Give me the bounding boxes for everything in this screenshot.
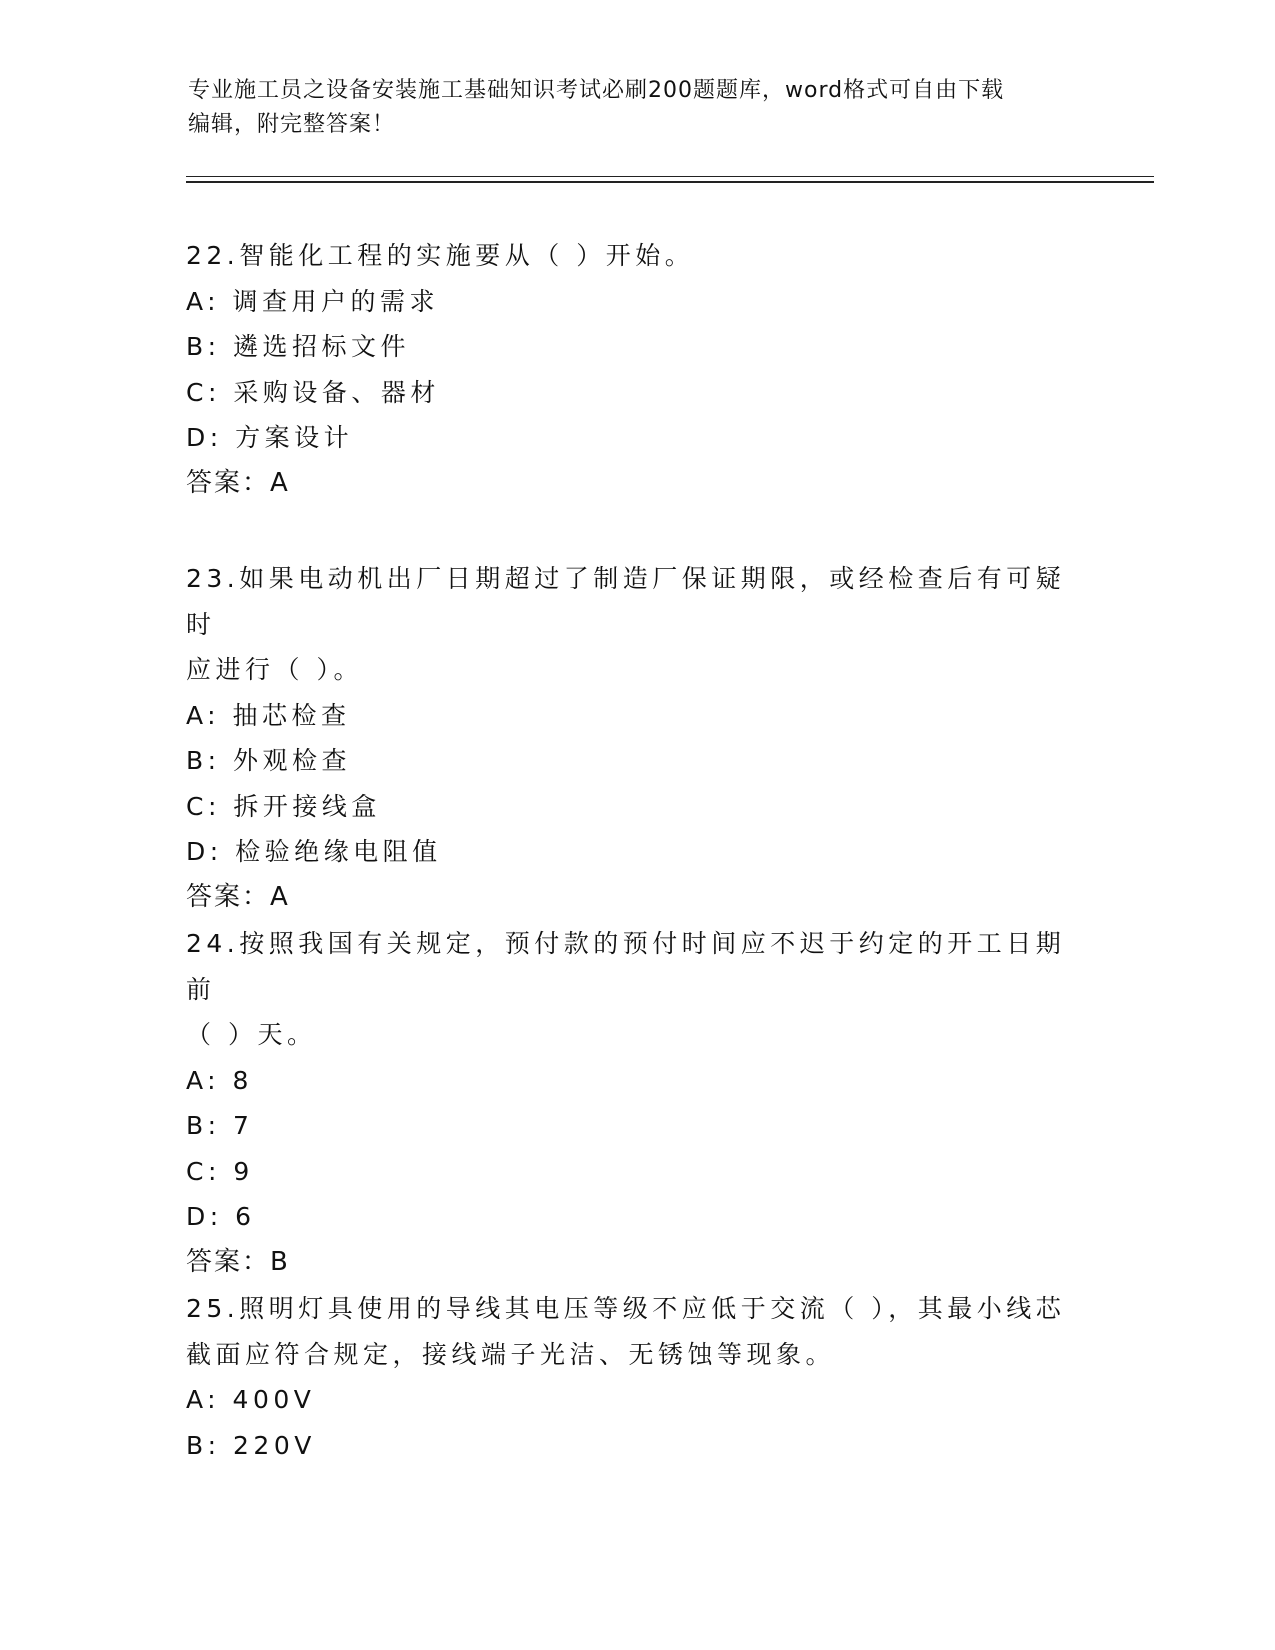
question-23 [186,556,1086,920]
question-stem-continued: 截面应符合规定，接线端子光洁、无锈蚀等现象。 [186,1339,836,1369]
document-header [188,74,1088,142]
option-c: C: 拆开接线盒 [186,791,381,821]
option-c: C: 9 [186,1156,254,1186]
option-b: B: 220V [186,1430,316,1460]
question-stem: 24.按照我国有关规定，预付款的预付时间应不迟于约定的开工日期前 [186,929,1066,1004]
question-stem-continued: （ ）天。 [186,1020,317,1049]
option-a: A: 400V [186,1385,316,1414]
option-a: A: 抽芯检查 [186,700,351,730]
option-a: A: 调查用户的需求 [186,286,440,316]
answer-line: 答案：A [186,467,290,498]
option-a: A: 8 [186,1065,253,1095]
option-d: D: 方案设计 [186,423,354,452]
question-stem: 25.照明灯具使用的导线其电压等级不应低于交流（ ），其最小线芯 [186,1294,1066,1323]
answer-line: 答案：A [186,881,290,912]
header-line-1: 专业施工员之设备安装施工基础知识考试必刷200题题库，word格式可自由下载 [188,78,1005,103]
option-c: C: 采购设备、器材 [186,377,440,407]
header-divider-thin [186,176,1154,177]
option-b: B: 7 [186,1111,254,1140]
option-d: D: 检验绝缘电阻值 [186,837,442,866]
option-b: B: 遴选招标文件 [186,332,411,361]
option-d: D: 6 [186,1202,256,1231]
option-b: B: 外观检查 [186,746,352,775]
question-22 [186,233,1086,506]
question-stem-continued: 应进行（ ）。 [186,655,363,684]
question-stem: 23.如果电动机出厂日期超过了制造厂保证期限，或经检查后有可疑时 [186,564,1066,639]
answer-line: 答案：B [186,1246,290,1277]
question-stem: 22.智能化工程的实施要从（ ）开始。 [186,241,695,270]
header-line-2: 编辑，附完整答案！ [188,112,396,137]
question-25 [186,1286,1086,1468]
question-24 [186,921,1086,1285]
header-divider-thick [186,181,1154,183]
